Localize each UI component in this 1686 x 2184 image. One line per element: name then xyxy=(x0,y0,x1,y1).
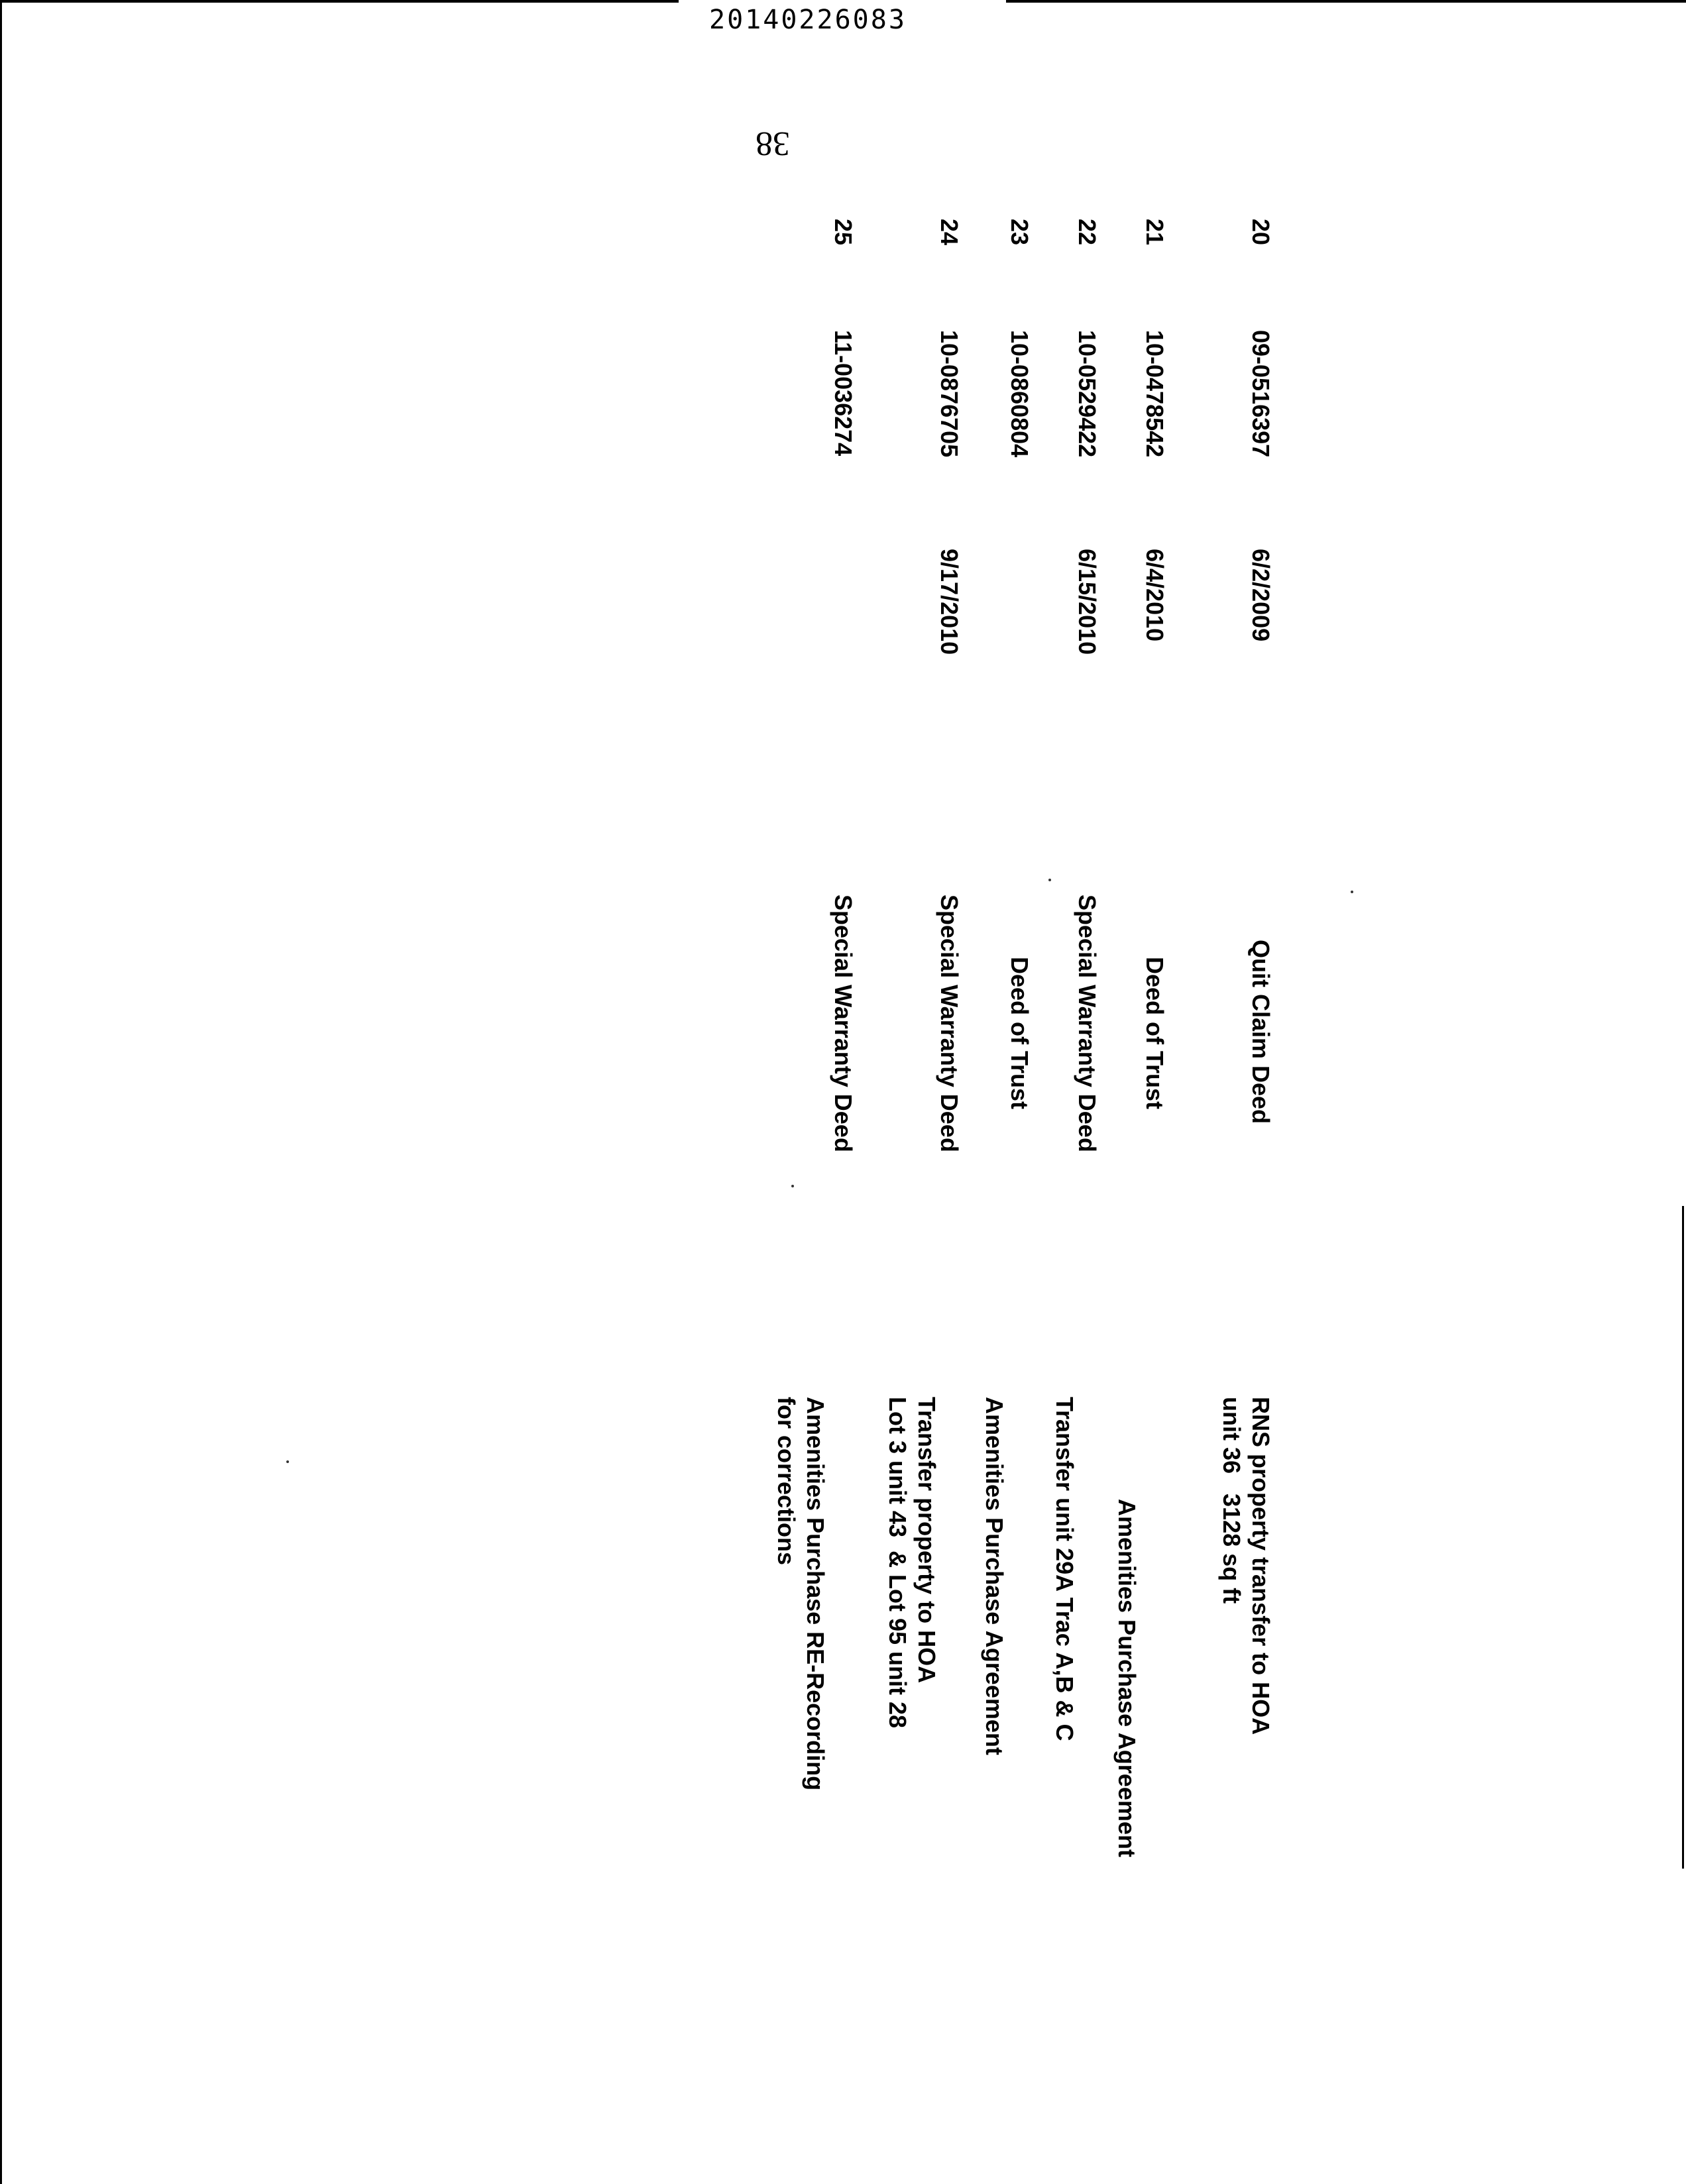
document-type: Special Warranty Deed xyxy=(830,895,857,1152)
description: Transfer property to HOA Lot 3 unit 43 & Lot 95 unit 28 xyxy=(884,1397,940,1729)
row-number: 24 xyxy=(936,219,963,246)
page-number: 38 xyxy=(756,125,790,162)
document-type: Deed of Trust xyxy=(1141,957,1168,1110)
recording-date: 6/15/2010 xyxy=(1074,549,1101,655)
reception-number: 09-0516397 xyxy=(1247,330,1274,458)
document-type: Deed of Trust xyxy=(1006,957,1033,1110)
row-number: 23 xyxy=(1006,219,1033,246)
description: Amenities Purchase Agreement xyxy=(1113,1499,1141,1857)
recording-date: 6/4/2010 xyxy=(1141,549,1168,642)
scan-speck xyxy=(1351,891,1353,893)
scan-speck xyxy=(286,1460,289,1463)
row-number: 25 xyxy=(830,219,857,246)
scan-edge-top-right xyxy=(1006,0,1686,3)
scan-speck xyxy=(1048,879,1051,881)
row-number: 20 xyxy=(1247,219,1274,246)
reception-number: 10-0876705 xyxy=(936,330,963,458)
description: Transfer unit 29A Trac A,B & C xyxy=(1051,1397,1078,1741)
document-type: Special Warranty Deed xyxy=(936,895,963,1152)
recording-date: 6/2/2009 xyxy=(1247,549,1274,642)
document-number: 20140226083 xyxy=(709,5,907,35)
scan-speck xyxy=(791,1185,794,1187)
reception-number: 10-0529422 xyxy=(1074,330,1101,458)
document-type: Special Warranty Deed xyxy=(1074,895,1101,1152)
description: Amenities Purchase Agreement xyxy=(981,1397,1008,1755)
scan-edge-right xyxy=(1682,1206,1684,1869)
reception-number: 10-0478542 xyxy=(1141,330,1168,458)
recording-date: 9/17/2010 xyxy=(936,549,963,655)
description: Amenities Purchase RE-Recording for corrections xyxy=(773,1397,829,1791)
scan-edge-left xyxy=(0,0,2,2184)
row-number: 21 xyxy=(1141,219,1168,246)
scan-edge-top-left xyxy=(0,0,679,3)
description: RNS property transfer to HOA unit 36 3128 sq ft xyxy=(1218,1397,1274,1735)
row-number: 22 xyxy=(1074,219,1101,246)
reception-number: 10-0860804 xyxy=(1006,330,1033,458)
reception-number: 11-0036274 xyxy=(830,330,857,457)
document-type: Quit Claim Deed xyxy=(1247,940,1274,1124)
